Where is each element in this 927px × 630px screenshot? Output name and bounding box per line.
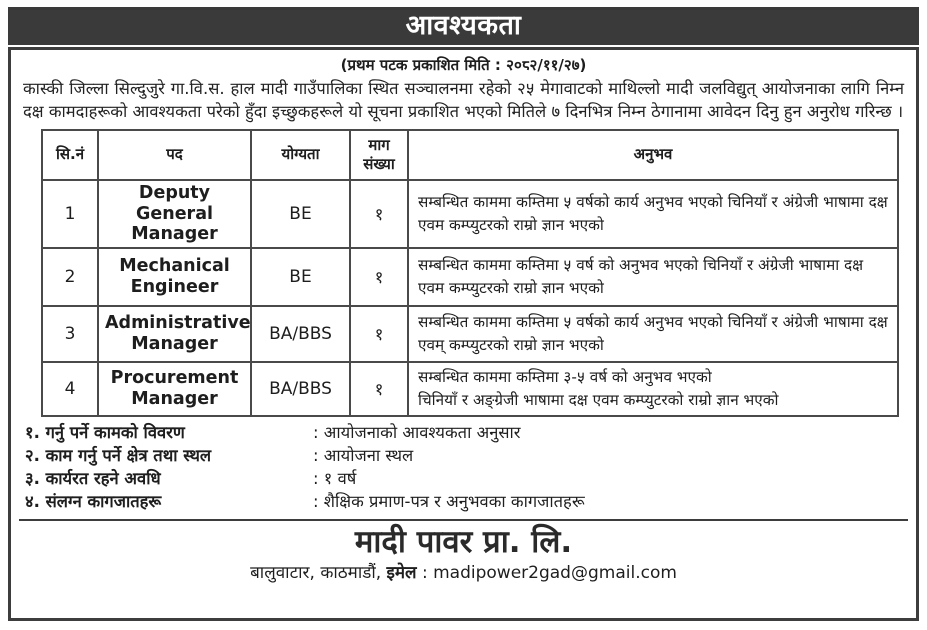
address-line xyxy=(11,562,916,584)
cell-quantity: १ xyxy=(350,306,408,362)
table-row xyxy=(42,306,898,362)
cell-quantity: १ xyxy=(350,180,408,248)
cell-qualification: BA/BBS xyxy=(251,306,350,362)
intro-paragraph: कास्की जिल्ला सिल्दुजुरे गा.वि.स. हाल मादी गाउँपालिका स्थित सञ्चालनमा रहेको २५ मेगावाटको माथिल्लो मादी जलविद्युत् आयोजनाका लागि निम्न दक्ष कामदाहरूको आवश्यकता परेको हुँदा इच्छुकहरूले यो सूचना प्रकाशित भएको मितिले ७ दिनभित्र निम्न ठेगानामा आवेदन दिनु हुन अनुरोध गरिन्छ । xyxy=(23,79,904,122)
cell-position: Procurement Manager xyxy=(98,362,251,416)
email-label: इमेल xyxy=(386,562,417,583)
detail-value: : शैक्षिक प्रमाण-पत्र र अनुभवका कागजातहरू xyxy=(313,492,585,511)
table-row xyxy=(42,180,898,248)
table-row xyxy=(42,362,898,416)
detail-label: ३. कार्यरत रहने अवधि xyxy=(25,468,161,488)
detail-item-work-description xyxy=(25,421,916,444)
email-address: madipower2gad@gmail.com xyxy=(433,562,677,583)
cell-experience: सम्बन्धित काममा कम्तिमा ५ वर्षको कार्य अनुभव भएको चिनियाँ र अंग्रेजी भाषामा दक्ष एवम् कम्प्युटरको राम्रो ज्ञान भएको xyxy=(408,306,898,362)
company-name: मादी पावर प्रा. लि. xyxy=(354,524,573,561)
cell-position: Administrative Manager xyxy=(98,306,251,362)
detail-label: १. गर्नु पर्ने कामको विवरण xyxy=(25,422,185,442)
detail-item-documents xyxy=(25,490,916,513)
email-separator: : xyxy=(416,562,434,583)
details-list xyxy=(25,421,916,513)
cell-qualification: BE xyxy=(251,180,350,248)
detail-item-work-area xyxy=(25,444,916,467)
cell-qualification: BE xyxy=(251,248,350,306)
notice-body xyxy=(8,47,919,621)
col-header-position: पद xyxy=(98,130,251,180)
cell-quantity: १ xyxy=(350,362,408,416)
cell-quantity: १ xyxy=(350,248,408,306)
cell-sn: 1 xyxy=(42,180,98,248)
detail-value: : आयोजना स्थल xyxy=(313,445,414,465)
col-header-quantity: माग संख्या xyxy=(350,130,408,180)
publish-date-line: (प्रथम पटक प्रकाशित मिति : २०८२/११/२७) xyxy=(340,56,587,74)
cell-experience: सम्बन्धित काममा कम्तिमा ३-५ वर्ष को अनुभव भएको चिनियाँ र अङ्ग्रेजी भाषामा दक्ष एवम कम्प्युटरको राम्रो ज्ञान भएको xyxy=(408,362,898,416)
cell-experience: सम्बन्धित काममा कम्तिमा ५ वर्ष को अनुभव भएको चिनियाँ र अंग्रेजी भाषामा दक्ष एवम कम्प्युटरको राम्रो ज्ञान भएको xyxy=(408,248,898,306)
col-header-sn: सि.नं xyxy=(42,130,98,180)
divider-line xyxy=(19,519,908,521)
table-row xyxy=(42,248,898,306)
detail-item-duration xyxy=(25,467,916,490)
col-header-experience: अनुभव xyxy=(408,130,898,180)
cell-sn: 2 xyxy=(42,248,98,306)
cell-sn: 4 xyxy=(42,362,98,416)
cell-qualification: BA/BBS xyxy=(251,362,350,416)
cell-sn: 3 xyxy=(42,306,98,362)
detail-label: २. काम गर्नु पर्ने क्षेत्र तथा स्थल xyxy=(25,445,212,465)
cell-experience: सम्बन्धित काममा कम्तिमा ५ वर्षको कार्य अनुभव भएको चिनियाँ र अंग्रेजी भाषामा दक्ष एवम कम्प्युटरको राम्रो ज्ञान भएको xyxy=(408,180,898,248)
detail-value: : १ वर्ष xyxy=(313,468,357,488)
notice-title-bar xyxy=(8,7,919,45)
cell-position: Mechanical Engineer xyxy=(98,248,251,306)
cell-position: Deputy General Manager xyxy=(98,180,251,248)
vacancy-table xyxy=(41,129,899,417)
table-header-row xyxy=(42,130,898,180)
detail-value: : आयोजनाको आवश्यकता अनुसार xyxy=(313,422,521,442)
page-title: आवश्यकता xyxy=(405,10,522,41)
detail-label: ४. संलग्न कागजातहरू xyxy=(25,492,162,511)
col-header-qualification: योग्यता xyxy=(251,130,350,180)
address-text: बालुवाटार, काठमाडौं, xyxy=(250,562,387,583)
